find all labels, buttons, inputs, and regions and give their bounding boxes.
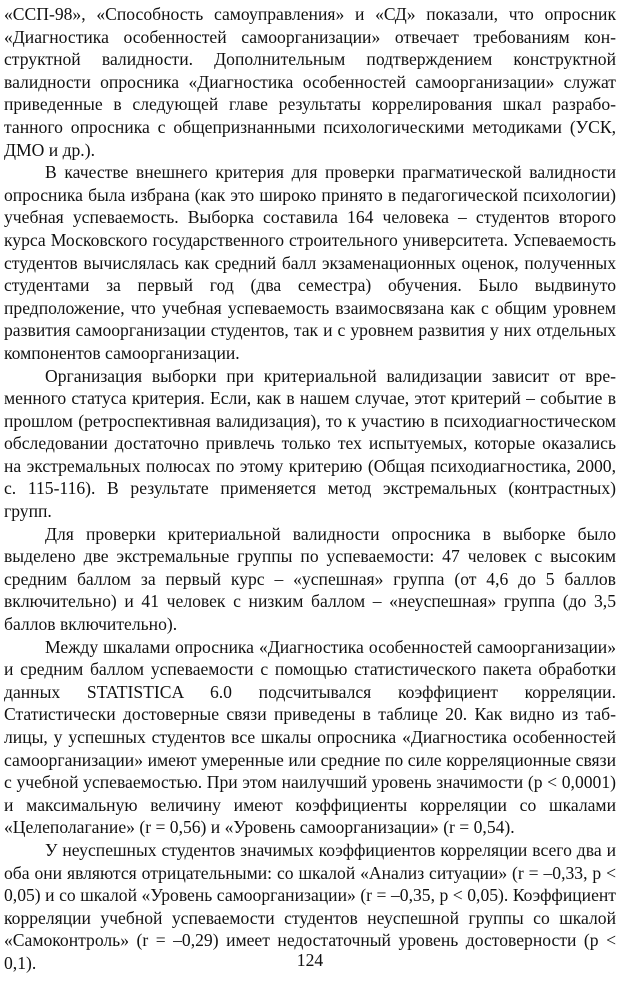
paragraph-6: У неуспешных студентов значимых коэффициентов корреляции всего два и оба они являются отрицательными: со шкалой «Анализ ситуации» (r = –0,33, p < 0,05) и со шкалой «Уровень самоорганизации» (r = –0,35, p < 0,05). Коэффициент корреляции учебной успеваемости студентов неуспешной группы со шкалой «Самоконтроль» (r = –0,29) имеет недостаточный уровень достоверности (p < 0,1). [4,839,616,973]
paragraph-1: «ССП-98», «Способность самоуправления» и «СД» показали, что опросник «Диагностика особенностей самоорганизации» отвечает требованиям конструктной валидности. Дополнительным подтверждением конструктной валидности опросника «Диагностика особенностей самоорганизации» служат приведенные в следующей главе результаты коррелирования шкал разработанного опросника с общепризнанными психологическими методиками (УСК, ДМО и др.). [4,4,616,160]
body-text [4,3,616,975]
paragraph-2: В качестве внешнего критерия для проверки прагматической валидности опросника была избрана (как это широко принято в педагогической психологии) учебная успеваемость. Выборка составила 164 человека – студентов второго курса Московского государственного строительного университета. Успеваемость студентов вычислялась как средний балл экзаменационных оценок, полученных студентами за первый год (два семестра) обучения. Было выдвинуто предположение, что учебная успеваемость взаимосвязана как с общим уровнем развития самоорганизации студентов, так и с уровнем развития у них отдельных компонентов самоорганизации. [4,162,616,363]
paragraph-5: Между шкалами опросника «Диагностика особенностей самоорганизации» и средним баллом успеваемости с помощью статистического пакета обработки данных STATISTICA 6.0 подсчитывался коэффициент корреляции. Статистически достоверные связи приведены в таблице 20. Как видно из таблицы, у успешных студентов все шкалы опросника «Диагностика особенностей самоорганизации» имеют умеренные или средние по силе корреляционные связи с учебной успеваемостью. При этом наилучший уровень значимости (p < 0,0001) и максимальную величину имеют коэффициенты корреляции со шкалами «Целеполагание» (r = 0,56) и «Уровень самоорганизации» (r = 0,54). [4,636,616,838]
paragraph-3: Организация выборки при критериальной валидизации зависит от временного статуса критерия. Если, как в нашем случае, этот критерий – событие в прошлом (ретроспективная валидизация), то к участию в психодиагностическом обследовании достаточно привлечь только тех испытуемых, которые оказались на экстремальных полюсах по этому критерию (Общая психодиагностика, 2000, с. 115-116). В результате применяется метод экстремальных (контрастных) групп. [4,365,616,522]
page-number: 124 [296,950,324,970]
paragraph-4: Для проверки критериальной валидности опросника в выборке было выделено две экстремальные группы по успеваемости: 47 человек с высоким средним баллом за первый курс – «успешная» группа (от 4,6 до 5 баллов включительно) и 41 человек с низким баллом – «неуспешная» группа (до 3,5 баллов включительно). [4,523,616,635]
